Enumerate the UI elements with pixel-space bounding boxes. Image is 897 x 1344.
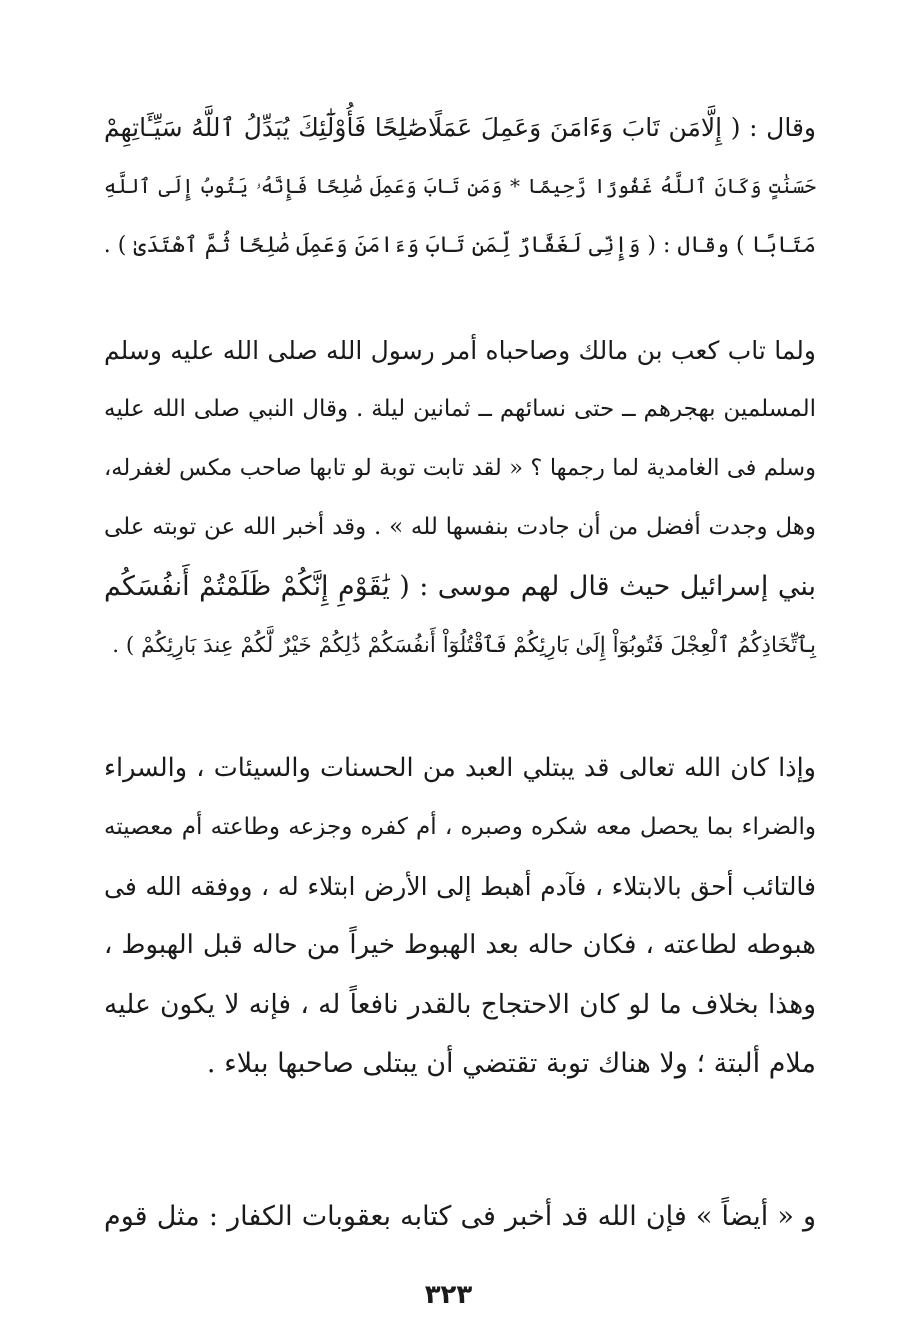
text-line: فالتائب أحق بالابتلاء ، فآدم أهبط إلى الأرض ابتلاء له ، ووفقه الله فى bbox=[104, 872, 816, 901]
page-number: ٣٢٣ bbox=[424, 1280, 473, 1310]
punishments-paragraph bbox=[104, 1187, 816, 1246]
kaab-repentance-paragraph bbox=[104, 321, 816, 675]
text-line: المسلمين بهجرهم ــ حتى نسائهم ــ ثمانين ليلة . وقال النبي صلى الله عليه bbox=[104, 396, 816, 422]
text-line: حَسَنَٰتٍ وَكَانَ ٱللَّهُ غَفُورًا رَّحِيمًا * وَمَن تَابَ وَعَمِلَ صَٰلِحًا فَإِنَّهُۥ يَتُوبُ إِلَى ٱللَّهِ bbox=[104, 174, 816, 198]
text-line: وقال : ( إِلَّامَن تَابَ وَءَامَنَ وَعَمِلَ عَمَلًاصَٰلِحًا فَأُوْلَٰٓئِكَ يُبَدِّلُ ٱللَّهُ سَيِّـَٔاتِهِمْ bbox=[104, 113, 816, 142]
text-line: و « أيضاً » فإن الله قد أخبر فى كتابه بعقوبات الكفار : مثل قوم bbox=[104, 1201, 816, 1232]
text-line: مَتَابًا ) وقال : ( وَإِنِّى لَغَفَّارٌ لِّمَن تَابَ وَءَامَنَ وَعَمِلَ صَٰلِحًا ثُمَّ ٱهْتَدَىٰ ) . bbox=[103, 233, 816, 258]
text-line: وهذا بخلاف ما لو كان الاحتجاج بالقدر نافعاً له ، فإنه لا يكون عليه bbox=[104, 989, 816, 1020]
text-line: بِٱتِّخَاذِكُمُ ٱلْعِجْلَ فَتُوبُوٓاْ إِلَىٰ بَارِئِكُمْ فَٱقْتُلُوٓاْ أَنفُسَكُمْ ذَٰلِكُمْ خَيْرٌ لَّكُمْ عِندَ بَارِئِكُمْ ) . bbox=[112, 633, 816, 658]
trial-paragraph bbox=[104, 739, 816, 1093]
text-line: ملام ألبتة ؛ ولا هناك توبة تقتضي أن يبتلى صاحبها ببلاء . bbox=[206, 1048, 816, 1079]
text-line: وإذا كان الله تعالى قد يبتلي العبد من الحسنات والسيئات ، والسراء bbox=[104, 753, 816, 783]
text-line: هبوطه لطاعته ، فكان حاله بعد الهبوط خيراً من حاله قبل الهبوط ، bbox=[104, 930, 816, 960]
quran-quote-paragraph bbox=[104, 98, 816, 275]
text-line: بني إسرائيل حيث قال لهم موسى : ( يَٰقَوْمِ إِنَّكُمْ ظَلَمْتُمْ أَنفُسَكُم bbox=[104, 571, 816, 602]
text-line: وسلم فى الغامدية لما رجمها ؟ « لقد تابت توبة لو تابها صاحب مكس لغفرله، bbox=[104, 455, 816, 481]
text-line: ولما تاب كعب بن مالك وصاحباه أمر رسول الله صلى الله عليه وسلم bbox=[104, 336, 816, 365]
text-line: وهل وجدت أفضل من أن جادت بنفسها لله » . وقد أخبر الله عن توبته على bbox=[104, 514, 816, 540]
text-line: والضراء بما يحصل معه شكره وصبره ، أم كفره وجزعه وطاعته أم معصيته bbox=[104, 814, 816, 840]
